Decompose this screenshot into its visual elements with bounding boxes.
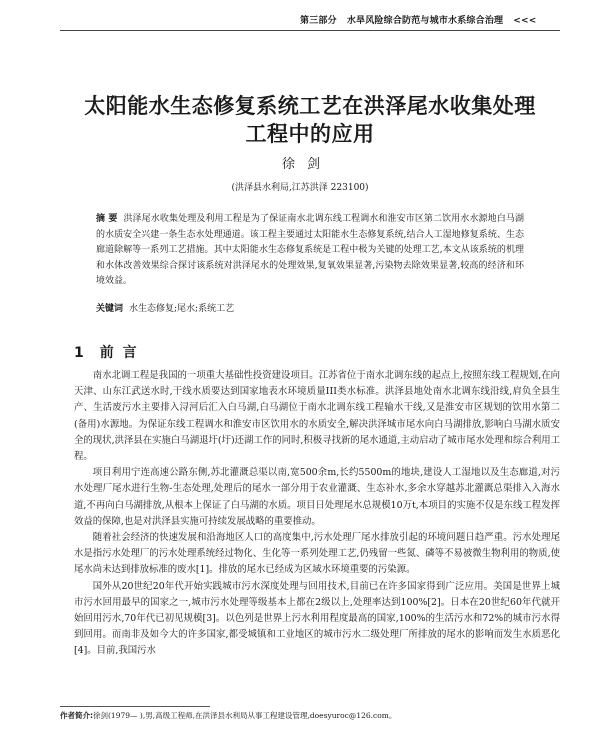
section-body [74,368,560,660]
section-heading [74,342,139,362]
title-line-1: 太阳能水生态修复系统工艺在洪泽尾水收集处理 [84,94,536,118]
title-line-2: 工程中的应用 [245,122,375,146]
abstract-label: 摘 要 [96,214,118,224]
running-header [300,13,560,26]
article-title [60,92,560,148]
body-paragraph: 项目利用宁连高速公路东侧,苏北灌溉总渠以南,宽500余m,长约5500m的地块,建设人工湿地以及生态廊道,对污水处理厂尾水进行生物-生态处理,处理后的尾水一部分用于农业灌溉、生态补水,多余水穿越苏北灌溉总渠排入入海水道,不再向白马湖排放,从根本上保证了白马湖的水质。项目日处理尾水总规模10万t,本项目的实施不仅是东线工程发挥效益的保障,也是对洪泽县实施可持续发展战略的重要推动。 [74,467,560,527]
abstract-text: 洪泽尾水收集处理及利用工程是为了保证南水北调东线工程调水和淮安市区第二饮用水水源地白马湖的水质安全兴建一条生态水处理通道。该工程主要通过太阳能水生态修复系统,结合人工湿地修复系统、生态廊道除解等一系列工艺措施。其中太阳能水生态修复系统是工程中极为关键的处理工艺,本文从该系统的机理和水体改善效果综合探讨该系统对洪泽尾水的处理效果,复氧效果显著,污染物去除效果显著,较高的经济和环境效益。 [96,214,524,286]
header-rule [60,30,560,31]
body-paragraph: 国外从20世纪20年代开始实践城市污水深度处理与回用技术,目前已在许多国家得到广泛应用。美国是世界上城市污水回用最早的国家之一,城市污水处理等级基本上都在2级以上,处理率达到100%[2]。日本在20世纪60年代就开始回用污水,70年代已初见规模[3]。以色列是世界上污水利用程度最高的国家,100%的生活污水和72%的城市污水得到回用。而南非及如今大的许多国家,都受城镇和工业地区的城市污水二级处理厂所排放的尾水的影响而发生水质恶化[4]。目前,我国污水 [74,580,560,657]
keywords [96,302,524,316]
footnote-text: 徐剑(1979— ),男,高级工程师,在洪泽县水利局从事工程建设管理,doesyuroc@126.com。 [93,711,397,720]
header-chevrons: <<< [513,16,537,26]
section-title: 前 言 [99,345,139,361]
author-name: 徐剑 [281,157,332,172]
author-affiliation: (洪泽县水利局,江苏洪泽 223100) [231,183,369,193]
footnote-rule [60,706,210,707]
keywords-label: 关键词 [96,304,124,314]
footnote [60,710,560,721]
abstract [96,212,524,290]
footnote-label: 作者简介: [60,711,93,720]
body-paragraph: 随着社会经济的快速发展和沿海地区人口的高度集中,污水处理厂尾水排放引起的环境问题日趋严重。污水处理尾水是指污水处理厂的污水处理系统经过物化、生化等一系列处理工艺,仍残留一些氮、磷等不易被微生物利用的物质,使尾水尚未达到排放标准的废水[1]。排放的尾水已经成为区域水环境重要的污染源。 [74,532,560,576]
section-number: 1 [74,345,86,361]
header-section-title: 水旱风险综合防范与城市水系综合治理 [346,16,504,26]
keywords-text: 水生态修复;尾水;系统工艺 [129,304,235,314]
header-part: 第三部分 [300,16,337,26]
body-paragraph: 南水北调工程是我国的一项重大基础性投资建设项目。江苏省位于南水北调东线的起点上,按照东线工程规划,在向天津、山东江武送水时,干线水质要达到国家地表水环境质量III类水标准。洪泽县地处南水北调东线沿线,肩负全县生产、生活废污水主要排入浔河后汇入白马湖,白马湖位于南水北调东线工程输水干线,又是淮安市区规划的饮用水第二(备用)水源地。为保证东线工程调水和淮安市区饮用水的水质安全,解决洪泽城市尾水向白马湖排放,影响白马湖水质安全的现状,洪泽县在实施白马湖退圩(圩)还湖工作的同时,积极寻找新的尾水通道,主动启动了城市尾水处理和综合利用工程。 [74,370,560,463]
